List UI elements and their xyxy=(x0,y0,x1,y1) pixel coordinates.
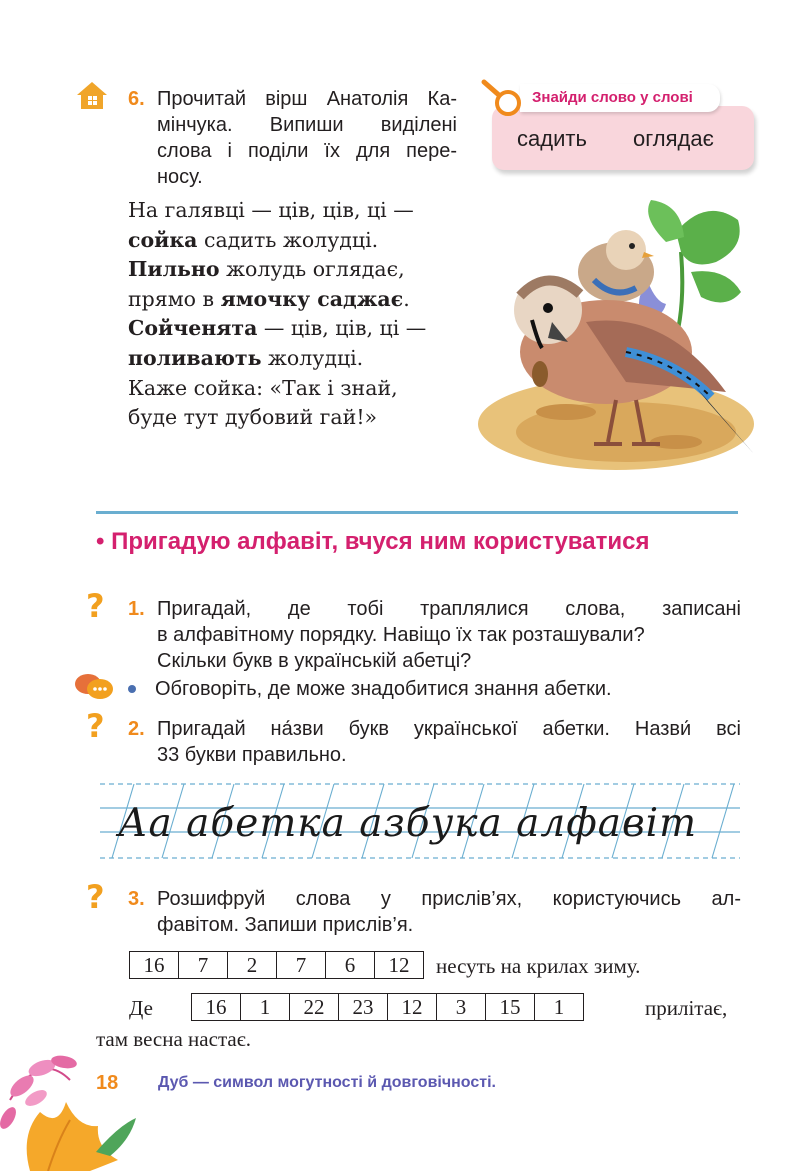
poem-line: Пильно жолудь оглядає, xyxy=(128,257,405,282)
proverb-1-text: несуть на крилах зиму. xyxy=(436,954,641,978)
question-icon: ? xyxy=(86,878,105,916)
cipher-cell: 1 xyxy=(241,994,290,1020)
poem-line: поливають жолудці. xyxy=(128,345,364,370)
task-3-number: 3. xyxy=(128,888,145,910)
speech-bubbles-icon xyxy=(74,672,114,702)
proverb-2-suffix: прилітає, xyxy=(645,996,728,1020)
cipher-cell: 22 xyxy=(290,994,339,1020)
question-icon: ? xyxy=(86,707,105,745)
cipher-cell: 6 xyxy=(326,952,375,978)
section-divider xyxy=(96,511,738,514)
cipher-cell: 16 xyxy=(130,952,179,978)
jay-bird-illustration xyxy=(476,192,756,476)
section-title: • Пригадую алфавіт, вчуся ним користуватися xyxy=(96,528,650,555)
poem xyxy=(128,196,426,433)
poem-line: буде тут дубовий гай!» xyxy=(128,405,378,430)
task-1-number: 1. xyxy=(128,598,145,620)
cipher-cell: 3 xyxy=(437,994,486,1020)
home-icon xyxy=(76,80,108,110)
task-2-text: Пригадай на́зви букв української абетки. Назви́ всі 33 букви правильно. xyxy=(157,718,741,766)
cipher-cells-1 xyxy=(129,951,424,979)
proverb-2-line2: там весна настає. xyxy=(96,1027,251,1051)
task-2-number: 2. xyxy=(128,718,145,740)
discuss-text: Обговоріть, де може знадобитися знання абетки. xyxy=(155,678,612,700)
proverb-2-prefix: Де xyxy=(129,996,153,1020)
cursive-text: Аа абетка азбука алфавіт xyxy=(118,801,698,846)
cipher-cell: 16 xyxy=(192,994,241,1020)
poem-line: сойка садить жолудці. xyxy=(128,227,379,252)
poem-line: прямо в ямочку саджає. xyxy=(128,286,410,311)
find-word-2: оглядає xyxy=(633,126,714,151)
page-number: 18 xyxy=(96,1072,119,1094)
cipher-cells-2 xyxy=(191,993,584,1021)
cipher-cell: 23 xyxy=(339,994,388,1020)
magnifier-icon xyxy=(478,76,524,120)
cipher-cell: 12 xyxy=(388,953,410,977)
cipher-cell: 12 xyxy=(388,994,437,1020)
cipher-cell: 2 xyxy=(228,952,277,978)
poem-line: На галявці — ців, ців, ці — xyxy=(128,198,414,222)
poem-line: Каже сойка: «Так і знай, xyxy=(128,375,398,400)
cipher-cell: 7 xyxy=(277,952,326,978)
cipher-cell: 7 xyxy=(179,952,228,978)
footer-note: Дуб — символ могутності й довговічності. xyxy=(158,1074,496,1091)
task-6-number: 6. xyxy=(128,88,145,110)
find-word-1: садить xyxy=(517,126,587,151)
task-6-text: Прочитай вірш Анатолія Ка- мінчука. Випиши виділені слова і поділи їх для пере- носу. xyxy=(157,88,457,188)
poem-line: Сойченята — ців, ців, ці — xyxy=(128,316,427,341)
cipher-cell: 1 xyxy=(553,995,565,1019)
cipher-cell: 15 xyxy=(486,994,535,1020)
decorative-leaves xyxy=(0,1040,140,1171)
question-icon: ? xyxy=(86,587,105,625)
task-1-text: Пригадай, де тобі траплялися слова, записані в алфавітному порядку. Навіщо їх так розташували? Скільки букв в українській абетці? xyxy=(157,598,741,672)
task-3-text: Розшифруй слова у прислів’ях, користуючись ал- фавітом. Запиши прислів’я. xyxy=(157,888,741,936)
find-word-label: Знайди слово у слові xyxy=(520,84,720,112)
discuss-bullet xyxy=(128,685,136,693)
